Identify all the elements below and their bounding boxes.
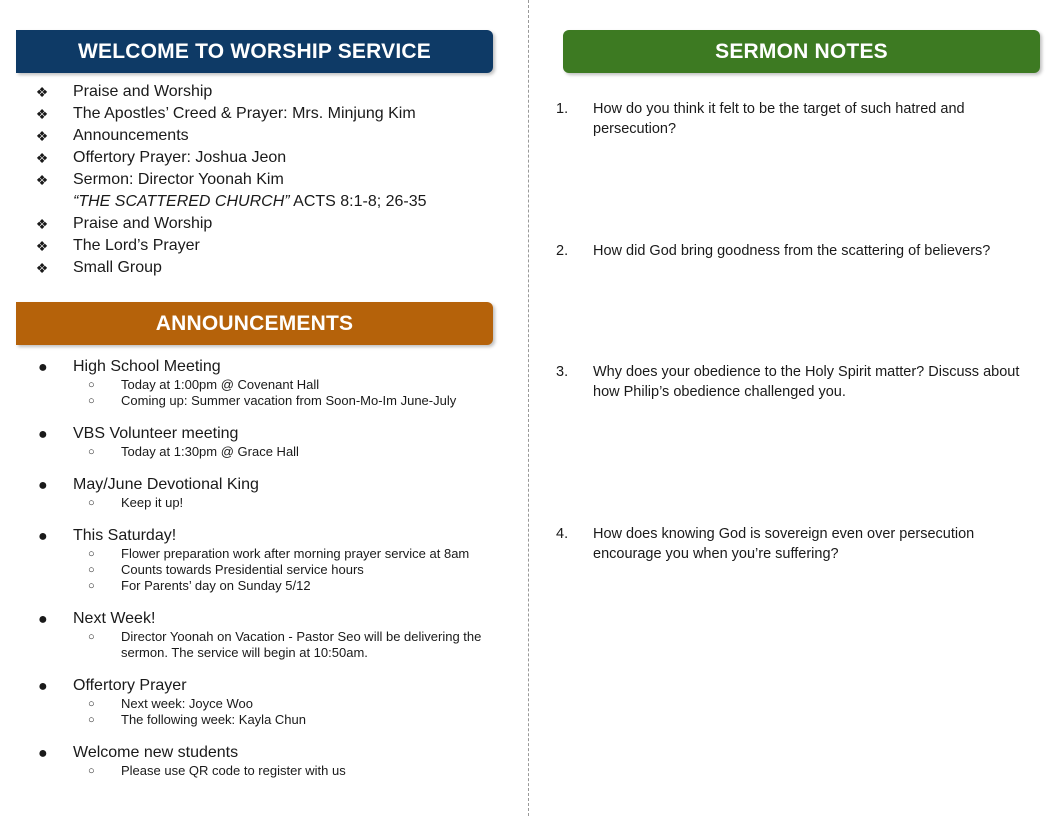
question-text: How do you think it felt to be the target of such hatred and persecution? [593,101,965,137]
question-number: 4. [556,526,569,542]
order-item-label: Praise and Worship [73,83,213,100]
circle-bullet-icon: ○ [88,395,95,407]
diamond-bullet-icon: ❖ [35,260,49,276]
announcement-detail-text: Flower preparation work after morning prayer service at 8am [121,546,470,561]
diamond-bullet-icon: ❖ [35,216,49,232]
circle-bullet-icon: ○ [88,446,95,458]
circle-bullet-icon: ○ [88,548,95,560]
order-item-label: The Apostles’ Creed & Prayer: Mrs. Minjung Kim [73,105,416,122]
announcement-detail-text: Today at 1:00pm @ Covenant Hall [121,377,320,392]
order-item [34,81,504,103]
announcement-detail-text: Keep it up! [121,495,184,510]
diamond-bullet-icon: ❖ [35,106,49,122]
order-item [34,125,504,147]
order-of-service [34,81,504,279]
diamond-bullet-icon: ❖ [35,84,49,100]
order-item-label: Offertory Prayer: Joshua Jeon [73,149,287,166]
question-number: 3. [556,364,569,380]
order-item [34,103,504,125]
announcement-item [38,424,508,460]
bullet-dot-icon: ● [38,611,48,628]
announcement-heading: High School Meeting [73,358,221,375]
announcement-detail [73,393,508,409]
announcement-detail [73,763,508,779]
welcome-title: WELCOME TO WORSHIP SERVICE [78,39,431,63]
bullet-dot-icon: ● [38,528,48,545]
bullet-dot-icon: ● [38,745,48,762]
announcement-detail-text: Please use QR code to register with us [121,763,346,778]
announcement-heading: Next Week! [73,610,156,627]
order-item [34,235,504,257]
order-item-label: Small Group [73,259,162,276]
announcement-detail [73,495,508,511]
announcement-detail [73,546,508,562]
announcement-detail [73,578,508,594]
sermon-question [556,362,1036,402]
circle-bullet-icon: ○ [88,580,95,592]
announcement-detail-text: For Parents’ day on Sunday 5/12 [121,578,311,593]
bullet-dot-icon: ● [38,678,48,695]
question-number: 1. [556,101,569,117]
bullet-dot-icon: ● [38,477,48,494]
announcement-detail-text: Coming up: Summer vacation from Soon-Mo-Im June-July [121,393,457,408]
sermon-title: “THE SCATTERED CHURCH” [73,193,290,210]
welcome-banner [16,30,493,73]
question-text: How does knowing God is sovereign even over persecution encourage you when you’re suffering? [593,526,975,562]
diamond-bullet-icon: ❖ [35,150,49,166]
order-item-label: Praise and Worship [73,215,213,232]
circle-bullet-icon: ○ [88,698,95,710]
sermon-notes-title: SERMON NOTES [715,39,888,63]
order-item-label: The Lord’s Prayer [73,237,200,254]
announcement-detail [73,696,508,712]
diamond-bullet-icon: ❖ [35,128,49,144]
announcement-detail [73,562,508,578]
sermon-reference: ACTS 8:1-8; 26-35 [289,193,427,210]
sermon-title-line [34,191,504,213]
sermon-question [556,524,1036,564]
announcement-heading: May/June Devotional King [73,476,259,493]
announcements-banner [16,302,493,345]
circle-bullet-icon: ○ [88,497,95,509]
order-item [34,257,504,279]
announcement-detail-text: Director Yoonah on Vacation - Pastor Seo will be delivering the sermon. The service will begin at 10:50am. [121,629,482,660]
announcement-detail-text: The following week: Kayla Chun [121,712,306,727]
announcement-detail-text: Next week: Joyce Woo [121,696,253,711]
announcement-detail-text: Counts towards Presidential service hours [121,562,364,577]
announcement-item [38,526,508,594]
announcement-detail [73,444,508,460]
circle-bullet-icon: ○ [88,631,95,643]
question-number: 2. [556,243,569,259]
question-text: Why does your obedience to the Holy Spirit matter? Discuss about how Philip’s obedience challenged you. [593,364,1020,400]
announcement-detail [73,377,508,393]
announcement-heading: This Saturday! [73,527,177,544]
sermon-question [556,241,1036,261]
announcement-item [38,676,508,728]
circle-bullet-icon: ○ [88,564,95,576]
announcement-detail [73,712,508,728]
order-item-label: Announcements [73,127,189,144]
diamond-bullet-icon: ❖ [35,172,49,188]
announcement-heading: Offertory Prayer [73,677,187,694]
announcement-item [38,609,508,661]
diamond-bullet-icon: ❖ [35,238,49,254]
announcement-item [38,475,508,511]
order-item [34,213,504,235]
circle-bullet-icon: ○ [88,765,95,777]
circle-bullet-icon: ○ [88,714,95,726]
circle-bullet-icon: ○ [88,379,95,391]
announcements-list [38,357,508,794]
order-item-label: Sermon: Director Yoonah Kim [73,171,284,188]
announcement-heading: VBS Volunteer meeting [73,425,239,442]
announcement-heading: Welcome new students [73,744,239,761]
order-item [34,169,504,191]
fold-divider [528,0,529,816]
announcements-title: ANNOUNCEMENTS [155,311,354,335]
announcement-item [38,743,508,779]
order-item [34,147,504,169]
bullet-dot-icon: ● [38,426,48,443]
announcement-detail [73,629,508,661]
question-text: How did God bring goodness from the scattering of believers? [593,243,991,259]
bullet-dot-icon: ● [38,359,48,376]
sermon-notes-banner [563,30,1040,73]
announcement-detail-text: Today at 1:30pm @ Grace Hall [121,444,299,459]
sermon-question [556,99,1036,139]
announcement-item [38,357,508,409]
